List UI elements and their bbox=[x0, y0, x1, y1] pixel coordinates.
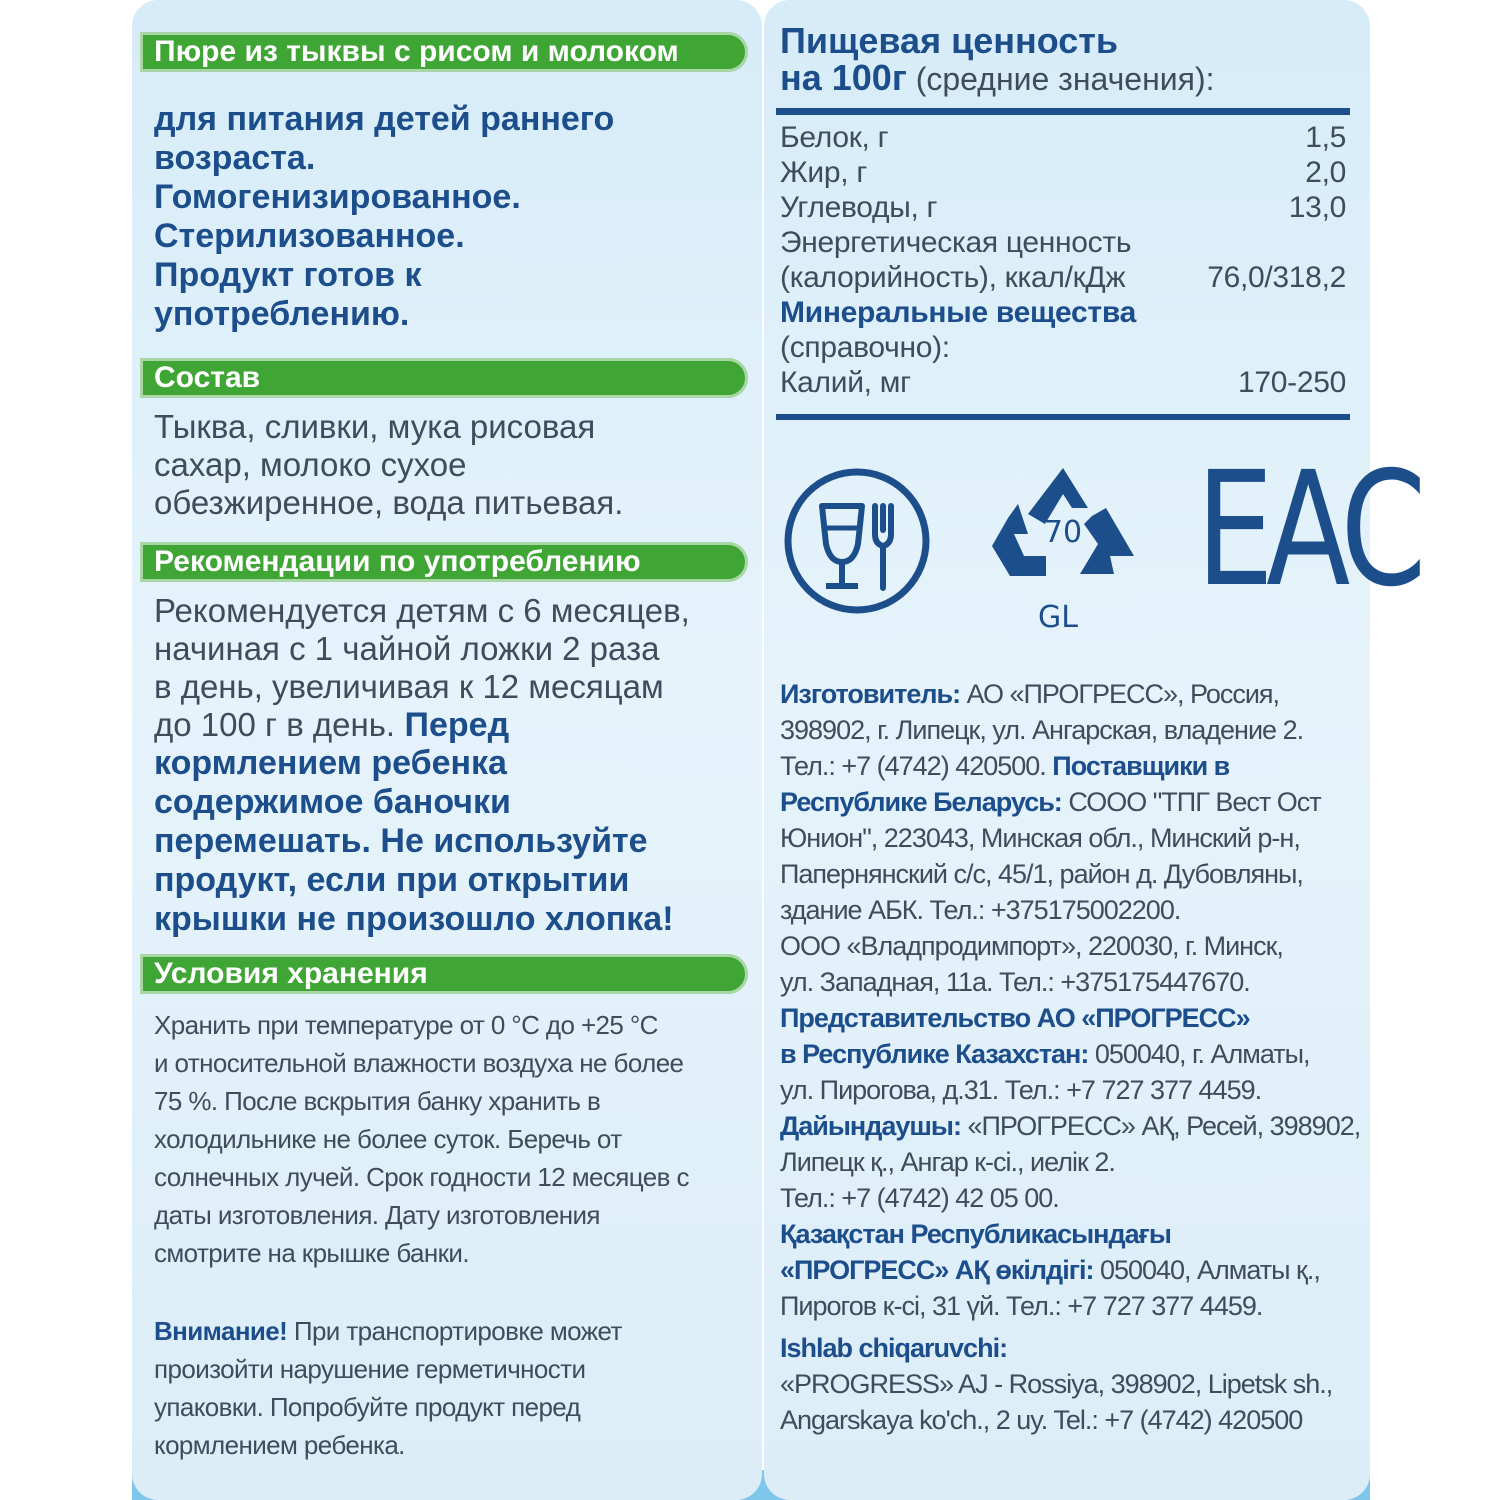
energy-label-2: (калорийность), ккал/кДж bbox=[780, 261, 1126, 294]
info-line: Қазақстан Республикасындағы bbox=[780, 1219, 1171, 1249]
nutrition-row-potassium bbox=[780, 365, 1346, 400]
nutrition-row-minerals bbox=[780, 295, 1346, 330]
nutrition-per: на 100г bbox=[780, 57, 907, 98]
info-line: Angarskaya ko'ch., 2 uy. Tel.: +7 (4742) 420500 bbox=[780, 1405, 1303, 1435]
attention-line-first bbox=[154, 1312, 754, 1350]
storage-block bbox=[154, 1006, 754, 1272]
recommend-bold-line: содержимое баночки bbox=[154, 783, 511, 821]
composition-line: Тыква, сливки, мука рисовая bbox=[154, 408, 596, 445]
storage-line: холодильнике не более суток. Беречь от bbox=[154, 1124, 622, 1154]
recommend-header: Рекомендации по употреблению bbox=[154, 545, 641, 578]
recommend-bold-line: крышки не произошло хлопка! bbox=[154, 900, 674, 938]
product-title-bar bbox=[140, 32, 748, 72]
info-line: Тел.: +7 (4742) 42 05 00. bbox=[780, 1183, 1059, 1213]
composition-line: обезжиренное, вода питьевая. bbox=[154, 484, 624, 521]
description-block bbox=[154, 100, 754, 334]
storage-line: 75 %. После вскрытия банку хранить в bbox=[154, 1086, 601, 1116]
recommend-header-bar bbox=[140, 542, 748, 582]
recycle-number: 70 bbox=[1043, 515, 1083, 550]
manufacturer-info bbox=[780, 676, 1360, 1438]
storage-line: даты изготовления. Дату изготовления bbox=[154, 1200, 600, 1230]
attention-label: Внимание! bbox=[154, 1316, 288, 1346]
info-line: Юнион", 223043, Минская обл., Минский р-н, bbox=[780, 823, 1300, 853]
storage-header-bar bbox=[140, 954, 748, 994]
info-line: 398902, г. Липецк, ул. Ангарская, владение 2. bbox=[780, 715, 1304, 745]
nutrition-table bbox=[780, 120, 1346, 400]
description-line: возраста. bbox=[154, 139, 316, 177]
recommend-bold-block bbox=[154, 744, 754, 939]
minerals-label: Минеральные вещества bbox=[780, 296, 1136, 329]
recommend-block bbox=[154, 592, 754, 744]
info-line: Липецк қ., Ангар к-сі., иелік 2. bbox=[780, 1147, 1115, 1177]
nutrition-title-per-line bbox=[780, 59, 1360, 98]
info-line: в Республике Казахстан: 050040, г. Алматы, bbox=[780, 1039, 1310, 1069]
attention-block bbox=[154, 1312, 754, 1464]
description-line: употреблению. bbox=[154, 295, 410, 333]
description-line: Продукт готов к bbox=[154, 256, 422, 294]
info-line: Папернянский с/с, 45/1, район д. Дубовляны, bbox=[780, 859, 1303, 889]
description-line: для питания детей раннего bbox=[154, 100, 615, 138]
nutrition-row-fat bbox=[780, 155, 1346, 190]
product-title: Пюре из тыквы с рисом и молоком bbox=[154, 35, 679, 68]
certification-icons bbox=[776, 438, 1419, 650]
energy-label-1: Энергетическая ценность bbox=[780, 226, 1132, 259]
fat-value: 2,0 bbox=[1305, 156, 1346, 189]
info-line: Республике Беларусь: СООО "ТПГ Вест Ост bbox=[780, 787, 1321, 817]
storage-line: смотрите на крышке банки. bbox=[154, 1238, 469, 1268]
composition-header-bar bbox=[140, 358, 748, 398]
info-line: здание АБК. Тел.: +375175002200. bbox=[780, 895, 1181, 925]
info-line: Пирогов к-сі, 31 үй. Тел.: +7 727 377 4459. bbox=[780, 1291, 1263, 1321]
eac-mark: EAC bbox=[1196, 438, 1419, 622]
info-line: ООО «Владпродимпорт», 220030, г. Минск, bbox=[780, 931, 1283, 961]
nutrition-per-note: (средние значения): bbox=[906, 61, 1215, 97]
recommend-bold-line: кормлением ребенка bbox=[154, 744, 507, 782]
carbs-label: Углеводы, г bbox=[780, 191, 938, 224]
minerals-note: (справочно): bbox=[780, 331, 950, 364]
attention-line: кормлением ребенка. bbox=[154, 1430, 405, 1460]
nutrition-row-carbs bbox=[780, 190, 1346, 225]
attention-first-text: При транспортировке может bbox=[287, 1316, 622, 1346]
info-line: Представительство АО «ПРОГРЕСС» bbox=[780, 1003, 1250, 1033]
recycle-icon bbox=[988, 464, 1138, 594]
energy-value: 76,0/318,2 bbox=[1207, 261, 1346, 294]
info-line: «PROGRESS» AJ - Rossiya, 398902, Lipetsk sh., bbox=[780, 1369, 1333, 1399]
nutrition-title-main: Пищевая ценность bbox=[780, 20, 1119, 61]
info-line: Дайындаушы: «ПРОГРЕСС» АҚ, Ресей, 398902, bbox=[780, 1111, 1361, 1141]
nutrition-row-protein bbox=[780, 120, 1346, 155]
info-line: Изготовитель: АО «ПРОГРЕСС», Россия, bbox=[780, 679, 1280, 709]
recommend-bold-line: перемешать. Не используйте bbox=[154, 822, 648, 860]
recycle-code: GL bbox=[1038, 600, 1078, 635]
info-line: Ishlab chiqaruvchi: bbox=[780, 1333, 1008, 1363]
protein-label: Белок, г bbox=[780, 121, 889, 154]
recommend-bold-line: продукт, если при открытии bbox=[154, 861, 630, 899]
composition-header: Состав bbox=[154, 361, 261, 394]
description-line: Стерилизованное. bbox=[154, 217, 465, 255]
info-line: ул. Пирогова, д.31. Тел.: +7 727 377 4459. bbox=[780, 1075, 1262, 1105]
info-line: Тел.: +7 (4742) 420500. Поставщики в bbox=[780, 751, 1230, 781]
recommend-line: Рекомендуется детям с 6 месяцев, bbox=[154, 592, 690, 629]
composition-line: сахар, молоко сухое bbox=[154, 446, 467, 483]
info-line: ул. Западная, 11а. Тел.: +375175447670. bbox=[780, 967, 1250, 997]
potassium-label: Калий, мг bbox=[780, 366, 911, 399]
fat-label: Жир, г bbox=[780, 156, 867, 189]
carbs-value: 13,0 bbox=[1288, 191, 1346, 224]
storage-header: Условия хранения bbox=[154, 957, 428, 990]
attention-line: упаковки. Попробуйте продукт перед bbox=[154, 1392, 581, 1422]
potassium-value: 170-250 bbox=[1238, 366, 1346, 399]
recommend-line: в день, увеличивая к 12 месяцам bbox=[154, 668, 664, 705]
protein-value: 1,5 bbox=[1305, 121, 1346, 154]
info-line: «ПРОГРЕСС» АҚ өкілдігі: 050040, Алматы қ., bbox=[780, 1255, 1320, 1285]
recommend-line-regular: до 100 г в день. bbox=[154, 706, 396, 743]
nutrition-row-energy bbox=[780, 260, 1346, 295]
recommend-line-mixed bbox=[154, 706, 754, 744]
attention-line: произойти нарушение герметичности bbox=[154, 1354, 586, 1384]
nutrition-top-rule bbox=[776, 108, 1350, 115]
nutrition-row-energy-label bbox=[780, 225, 1346, 260]
food-contact-icon bbox=[782, 466, 932, 616]
storage-line: Хранить при температуре от 0 °С до +25 °С bbox=[154, 1010, 658, 1040]
description-line: Гомогенизированное. bbox=[154, 178, 521, 216]
recommend-line-bold: Перед bbox=[395, 706, 510, 744]
nutrition-bottom-rule bbox=[776, 414, 1350, 420]
nutrition-title bbox=[780, 22, 1360, 98]
storage-line: солнечных лучей. Срок годности 12 месяцев с bbox=[154, 1162, 689, 1192]
storage-line: и относительной влажности воздуха не более bbox=[154, 1048, 684, 1078]
recommend-line: начиная с 1 чайной ложки 2 раза bbox=[154, 630, 660, 667]
composition-block bbox=[154, 408, 754, 522]
nutrition-row-minerals-note bbox=[780, 330, 1346, 365]
